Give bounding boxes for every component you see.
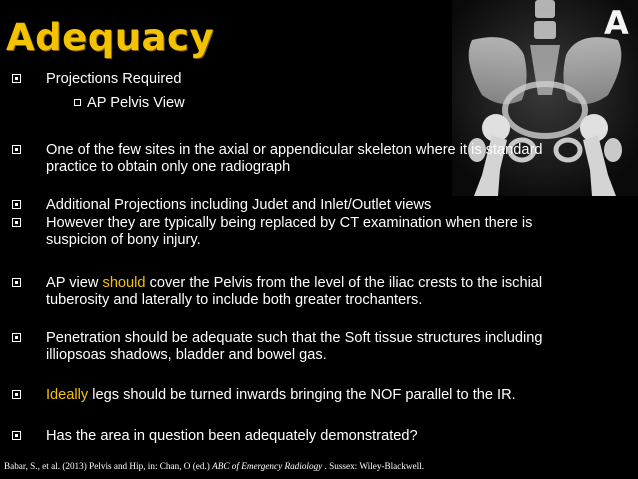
- sub-bullet-marker-icon: [74, 99, 81, 106]
- highlight-word: should: [102, 275, 146, 291]
- bullet-marker-icon: [12, 200, 21, 209]
- bullet-marker-icon: [12, 278, 21, 287]
- bullet-marker-icon: [12, 74, 21, 83]
- citation: Babar, S., et al. (2013) Pelvis and Hip, in: Chan, O (ed.) ABC of Emergency Radiology . Sussex: Wiley-Blackwell.: [4, 461, 425, 471]
- highlight-word: Ideally: [46, 387, 89, 403]
- slide: A Adequacy Projections Required AP Pelvis View One of the few sites in the axial or appendicular skeleton where it is standard practice to obtain only one radiograph Additional Projections including Judet and Inlet/Outlet views However they are typically being replaced by CT examination when there is suspicion of bony injury. AP view should cover the Pelvis from the level of the iliac crests to the ischial tuberosity and laterally to include both greater trochanters. Penetration should be adequate such that the Soft tissue structures including illiopsoas shadows, bladder and bowel gas. Ideally legs should be turned inwards bringing the NOF parallel to the IR. Has the area in question been adequately demonstrated? Babar, S., et al. (2013) Pelvis and Hip, in: Chan, O (ed.) ABC of Emergency Radiology . Sussex: Wiley-Blackwell.: [0, 0, 638, 479]
- bullet-marker-icon: [12, 431, 21, 440]
- bullet-marker-icon: [12, 145, 21, 154]
- bullet-marker-icon: [12, 218, 21, 227]
- bullet-marker-icon: [12, 390, 21, 399]
- slide-title: Adequacy: [6, 16, 215, 59]
- bullet-marker-icon: [12, 333, 21, 342]
- figure-label: A: [604, 4, 629, 42]
